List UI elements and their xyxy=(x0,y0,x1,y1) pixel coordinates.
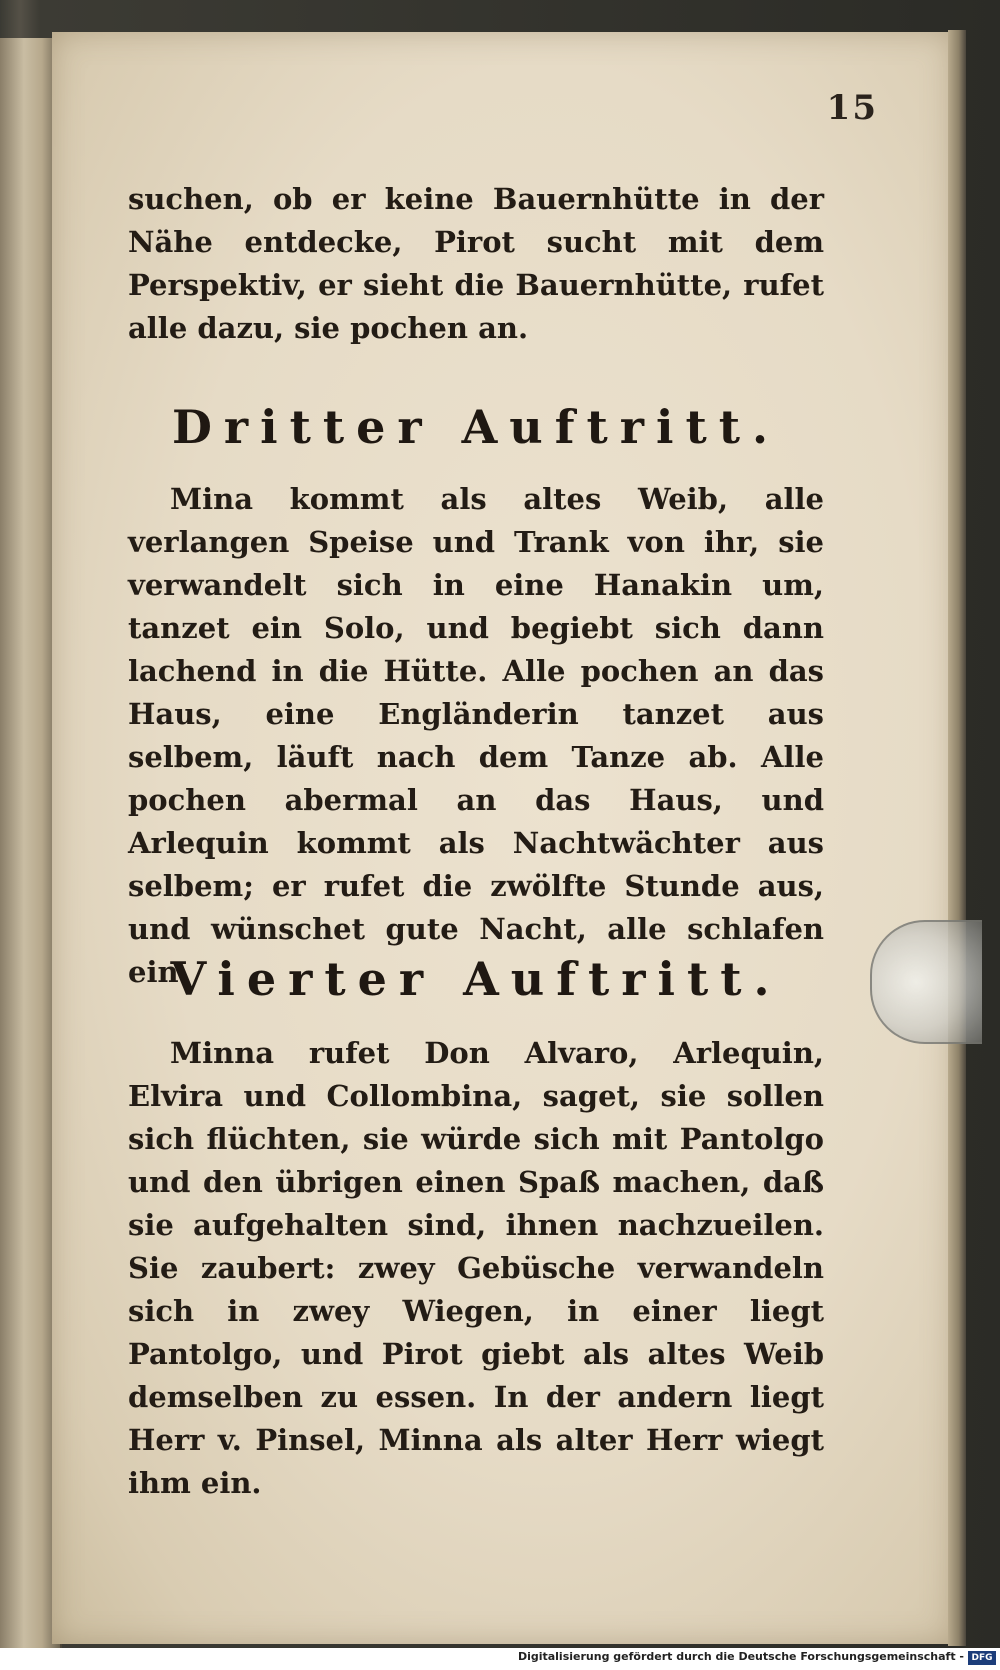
heading-vierter-auftritt: Vierter Auftritt. xyxy=(170,952,782,1006)
paragraph-2: Mina kommt als altes Weib, alle verlangen Speise und Trank von ihr, sie verwandelt sich in eine Hanakin um, tanzet ein Solo, und begiebt sich dann lachend in die Hütte. Alle pochen an das Haus, eine Engländerin tanzet aus selbem, läuft nach dem Tanze ab. Alle pochen abermal an das Haus, und Arlequin kommt als Nachtwächter aus selbem; er rufet die zwölfte Stunde aus, und wünschet gute Nacht, alle schlafen ein. xyxy=(128,482,824,989)
paragraph-1: suchen, ob er keine Bauernhütte in der Nähe entdecke, Pirot sucht mit dem Perspektiv, er sieht die Bauernhütte, rufet alle dazu, sie pochen an. xyxy=(128,182,824,345)
footer-bar xyxy=(0,1648,1000,1670)
page-number: 15 xyxy=(826,88,878,128)
page-clip xyxy=(870,920,982,1044)
paragraph-3: Minna rufet Don Alvaro, Arlequin, Elvira und Collombina, saget, sie sollen sich flüchten, sie würde sich mit Pantolgo und den übrigen einen Spaß machen, daß sie aufgehalten sind, ihnen nachzueilen. Sie zaubert: zwey Gebüsche verwandeln sich in zwey Wiegen, in einer liegt Pantolgo, und Pirot giebt als altes Weib demselben zu essen. In der andern liegt Herr v. Pinsel, Minna als alter Herr wiegt ihm ein. xyxy=(128,1036,824,1500)
heading-dritter-auftritt: Dritter Auftritt. xyxy=(171,400,780,454)
digitization-credit: Digitalisierung gefördert durch die Deutsche Forschungsgemeinschaft - xyxy=(517,1650,964,1663)
dfg-logo: DFG xyxy=(968,1651,996,1665)
right-page-edge xyxy=(948,30,966,1646)
